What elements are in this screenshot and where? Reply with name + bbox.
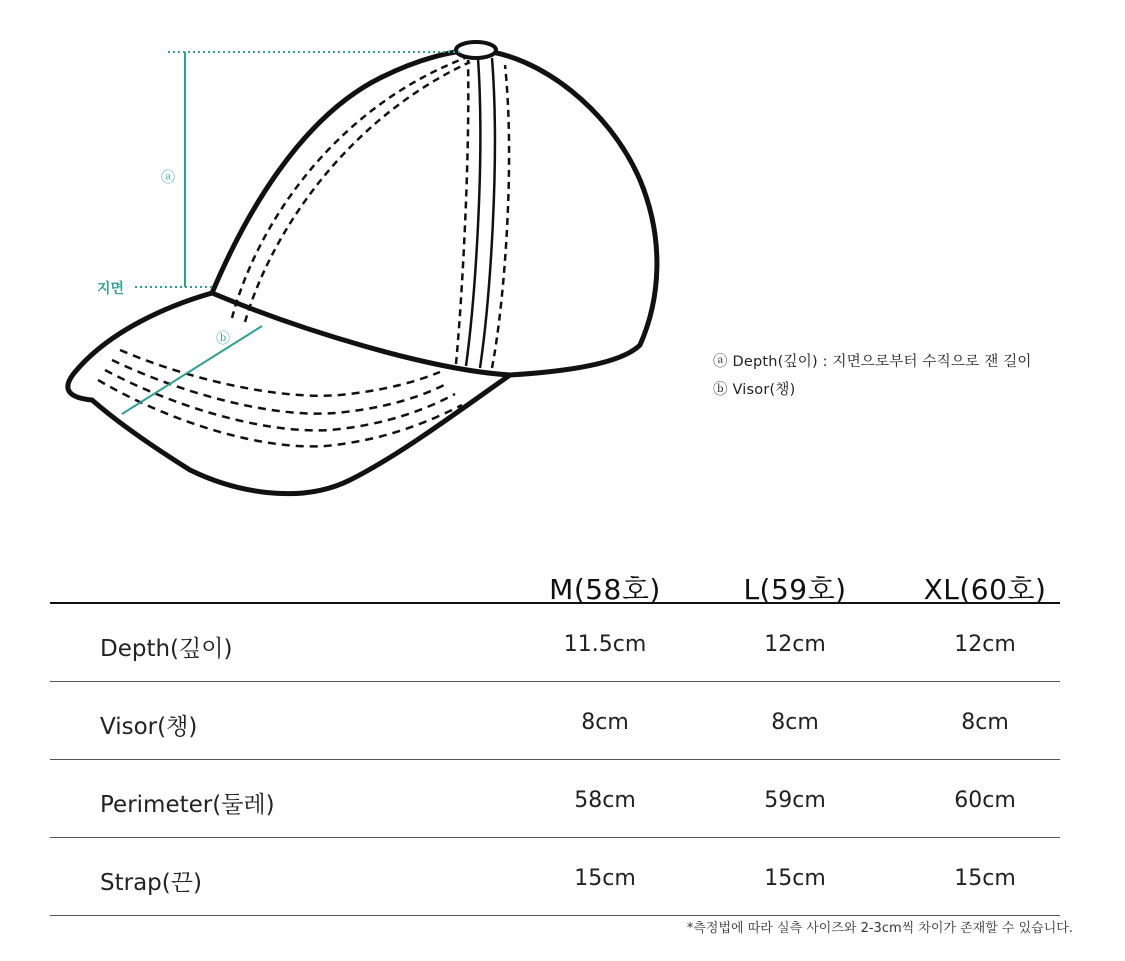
legend-depth: ⓐ Depth(깊이) : 지면으로부터 수직으로 잰 길이 bbox=[713, 354, 1032, 370]
table-cell: 8cm bbox=[771, 710, 819, 735]
table-cell: 58cm bbox=[574, 788, 636, 813]
size-table bbox=[50, 540, 1060, 916]
row-label: Strap(끈) bbox=[100, 870, 202, 896]
table-row-strap bbox=[50, 838, 1060, 916]
size-header-l: L(59호) bbox=[743, 573, 847, 606]
ground-label: 지면 bbox=[97, 281, 125, 297]
table-row-visor bbox=[50, 682, 1060, 760]
visor-stitch bbox=[112, 360, 448, 414]
table-cell: 11.5cm bbox=[563, 632, 647, 657]
table-cell: 15cm bbox=[574, 866, 636, 891]
table-cell: 15cm bbox=[954, 866, 1016, 891]
table-cell: 59cm bbox=[764, 788, 826, 813]
row-label: Perimeter(둘레) bbox=[100, 792, 275, 818]
table-row-depth bbox=[50, 604, 1060, 682]
measurement-footnote: *측정법에 따라 실측 사이즈와 2-3cm씩 차이가 존재할 수 있습니다. bbox=[686, 921, 1073, 936]
row-label: Visor(챙) bbox=[100, 714, 198, 740]
row-label: Depth(깊이) bbox=[100, 636, 233, 662]
visor-measure-line bbox=[122, 326, 262, 414]
table-cell: 12cm bbox=[764, 632, 826, 657]
size-header-m: M(58호) bbox=[549, 573, 661, 606]
table-cell: 15cm bbox=[764, 866, 826, 891]
legend-visor: ⓑ Visor(챙) bbox=[713, 382, 796, 398]
table-cell: 8cm bbox=[581, 710, 629, 735]
size-header-xl: XL(60호) bbox=[923, 573, 1047, 606]
visor-stitch bbox=[120, 350, 440, 396]
table-cell: 60cm bbox=[954, 788, 1016, 813]
cap-crown-outline bbox=[212, 50, 657, 375]
table-row-perimeter bbox=[50, 760, 1060, 838]
marker-a: ⓐ bbox=[161, 170, 175, 186]
marker-b: ⓑ bbox=[216, 331, 230, 347]
table-header-row bbox=[50, 540, 1060, 604]
cap-button bbox=[456, 42, 496, 58]
table-cell: 12cm bbox=[954, 632, 1016, 657]
table-cell: 8cm bbox=[961, 710, 1009, 735]
